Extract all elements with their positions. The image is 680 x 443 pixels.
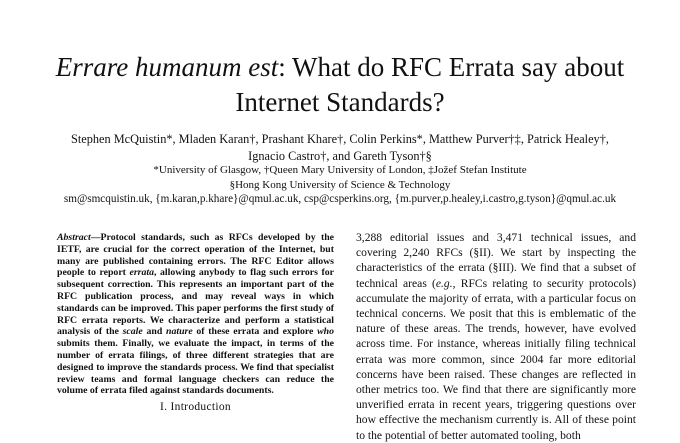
- abstract-text-5: submits them. Finally, we evaluate the impact, in terms of the number of errata filings, of three different strategies that are designed to improve the standards process. We find that specialist review teams and formal language checkers can reduce the volume of errata filed against standards documents.: [57, 338, 334, 397]
- body-text-1: 3,288 editorial issues and 3,471 technical issues, and covering 2,240 RFCs (§II). We start by inspecting the characteristics of the errata (§III). We find that a subset of technical areas (: [356, 231, 636, 290]
- paper-title: [20, 50, 660, 120]
- abstract-text-3: and: [142, 326, 166, 338]
- author-emails: sm@smcquistin.uk, {m.karan,p.khare}@qmul.ac.uk, csp@csperkins.org, {m.purver,p.healey,i.castro,g.tyson}@qmul.ac.uk: [63, 193, 617, 205]
- abstract-emph-who: who: [317, 326, 335, 338]
- abstract-emph-nature: nature: [166, 326, 193, 338]
- title-rest: : What do RFC Errata say about Internet Standards?: [235, 52, 625, 117]
- author-list: [20, 131, 660, 165]
- body-text-right-column: [356, 230, 636, 443]
- author-line-1: Stephen McQuistin*, Mladen Karan†, Prashant Khare†, Colin Perkins*, Matthew Purver†‡, Patrick Healey†,: [71, 132, 609, 146]
- title-italic: Errare humanum est: [55, 52, 279, 82]
- body-emph-eg: e.g.,: [435, 276, 456, 290]
- abstract: [57, 232, 334, 397]
- abstract-emph-scale: scale: [122, 326, 143, 338]
- affiliation-line-2: §Hong Kong University of Science & Technology: [229, 178, 451, 191]
- abstract-dash: —: [90, 232, 101, 243]
- affiliations: [20, 163, 660, 192]
- body-text-2: RFCs relating to security protocols) accumulate the majority of errata, with a particular focus on technical concerns. We posit that this is emblematic of the nature of these areas. The trends, however, have evolved across time. For instance, whereas initially filing technical errata was more common, since 2004 far more editorial concerns have been raised. These changes are reflected in other metrics too. We find that there are significantly more unverified errata in recent years, triggering questions over how effective the mechanism currently is. All of these point to the potential of better automated tooling, both: [356, 276, 637, 442]
- abstract-emph-errata: errata: [129, 267, 154, 279]
- author-line-2: Ignacio Castro†, and Gareth Tyson†§: [248, 149, 432, 163]
- abstract-text-4: of these errata and explore: [192, 326, 318, 338]
- affiliation-line-1: *University of Glasgow, †Queen Mary University of London, ‡Jožef Stefan Institute: [153, 164, 527, 176]
- section-heading-introduction: I. Introduction: [160, 401, 231, 413]
- abstract-text-1: Protocol standards, such as RFCs developed by the IETF, are crucial for the correct operation of the Internet, but many are published containing errors. The RFC Editor allows people to report: [57, 232, 334, 279]
- abstract-text-2: , allowing anybody to flag such errors for subsequent correction. This represents an important part of the RFC publication process, and may reveal ways in which standards can be improved. This paper performs the first study of RFC errata reports. We characterize and perform a statistical analysis of the: [57, 267, 334, 338]
- abstract-heading: Abstract: [57, 232, 91, 243]
